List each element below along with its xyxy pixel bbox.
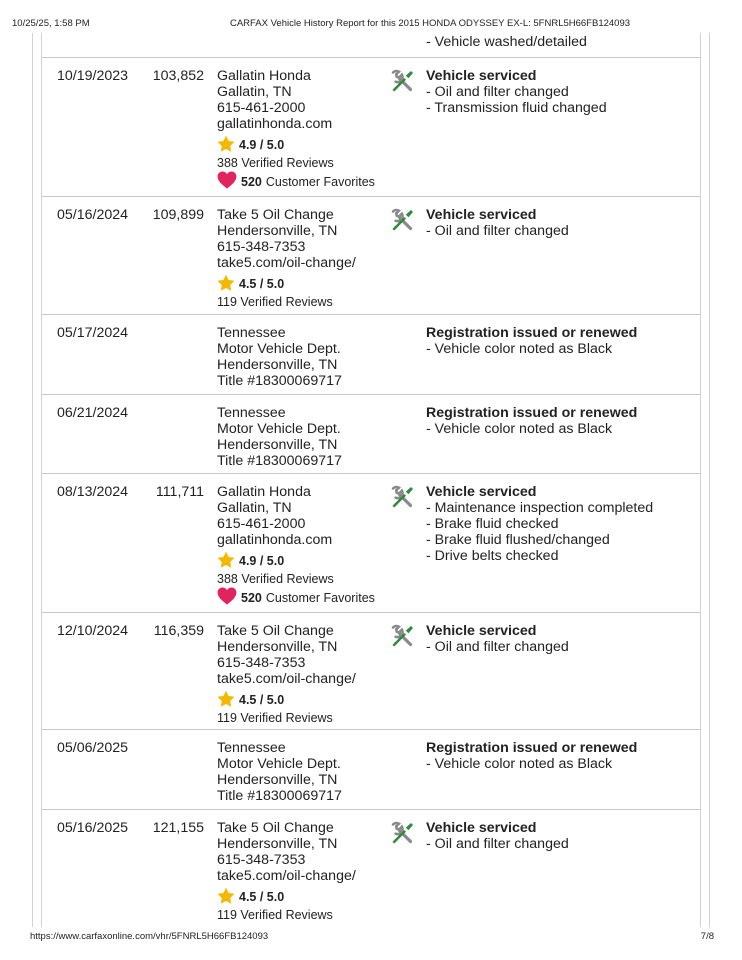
comment-title: Registration issued or renewed <box>426 740 638 756</box>
comment-title: Vehicle serviced <box>426 623 537 639</box>
record-row <box>42 729 700 810</box>
record-source <box>217 623 385 727</box>
record-date: 10/19/2023 <box>57 68 129 84</box>
star-icon <box>217 887 239 908</box>
comment-title: Registration issued or renewed <box>426 405 638 421</box>
star-icon <box>217 274 239 295</box>
record-source <box>217 484 385 608</box>
record-source <box>217 68 385 192</box>
source-line: Motor Vehicle Dept. <box>217 421 341 437</box>
record-row <box>42 314 700 395</box>
comment-detail: - Drive belts checked <box>426 548 559 564</box>
page-header-timestamp: 10/25/25, 1:58 PM <box>12 18 90 29</box>
source-line: Hendersonville, TN <box>217 639 338 655</box>
comment-detail: - Vehicle color noted as Black <box>426 341 613 357</box>
record-row <box>42 473 700 613</box>
source-website-link[interactable]: take5.com/oil-change/ <box>217 868 356 884</box>
star-icon <box>217 551 239 572</box>
record-row <box>42 809 700 928</box>
favorites-count: 520 <box>241 175 262 189</box>
rating-score: 4.9 / 5.0 <box>239 554 285 568</box>
comment-detail: - Oil and filter changed <box>426 223 569 239</box>
source-website-link[interactable]: take5.com/oil-change/ <box>217 255 356 271</box>
record-comments <box>426 740 637 772</box>
history-records-table <box>42 33 700 927</box>
wrench-screwdriver-icon <box>390 820 416 846</box>
record-comments <box>426 484 653 564</box>
heart-icon <box>217 171 241 193</box>
wrench-screwdriver-icon <box>390 484 416 510</box>
page-header-title: CARFAX Vehicle History Report for this 2015 HONDA ODYSSEY EX-L: 5FNRL5H66FB124093 <box>229 18 631 29</box>
record-date: 05/17/2024 <box>57 325 129 341</box>
record-odometer: 121,155 <box>152 820 204 836</box>
source-website-link[interactable]: gallatinhonda.com <box>217 116 333 132</box>
source-rating <box>217 888 385 906</box>
source-rating <box>217 136 385 154</box>
record-comments <box>426 623 569 655</box>
source-line: 615-348-7353 <box>217 852 306 868</box>
record-comments <box>426 405 637 437</box>
record-source <box>217 405 385 469</box>
rating-score: 4.5 / 5.0 <box>239 693 285 707</box>
wrench-screwdriver-icon <box>390 68 416 94</box>
source-line: 615-461-2000 <box>217 100 306 116</box>
record-odometer: 109,899 <box>152 207 204 223</box>
favorites-label: Customer Favorites <box>265 175 375 189</box>
source-website-link[interactable]: gallatinhonda.com <box>217 532 333 548</box>
source-rating <box>217 275 385 293</box>
record-date: 06/21/2024 <box>57 405 129 421</box>
star-icon <box>217 690 239 711</box>
source-rating <box>217 691 385 709</box>
verified-reviews-link[interactable]: 119 Verified Reviews <box>217 711 333 725</box>
source-line: 615-348-7353 <box>217 239 306 255</box>
comment-title: Vehicle serviced <box>426 207 537 223</box>
verified-reviews-link[interactable]: 388 Verified Reviews <box>217 156 334 170</box>
record-odometer: 116,359 <box>153 623 204 639</box>
rating-score: 4.9 / 5.0 <box>239 138 285 152</box>
source-line: Hendersonville, TN <box>217 437 338 453</box>
source-line: Title #18300069717 <box>217 453 342 469</box>
source-name: Gallatin Honda <box>217 484 311 500</box>
source-line: 615-348-7353 <box>217 655 306 671</box>
left-border-outer <box>32 33 33 927</box>
page-footer-url[interactable]: https://www.carfaxonline.com/vhr/5FNRL5H66FB124093 <box>30 931 269 942</box>
source-name: Tennessee <box>217 740 286 756</box>
source-line: Title #18300069717 <box>217 373 342 389</box>
record-row <box>42 57 700 197</box>
source-line: Hendersonville, TN <box>217 836 338 852</box>
verified-reviews-link[interactable]: 388 Verified Reviews <box>217 572 334 586</box>
wrench-screwdriver-icon <box>390 207 416 233</box>
record-comments <box>426 820 569 852</box>
record-comments <box>426 325 637 357</box>
verified-reviews-link[interactable]: 119 Verified Reviews <box>217 295 333 309</box>
comment-detail: - Maintenance inspection completed <box>426 500 654 516</box>
record-odometer: 103,852 <box>152 68 204 84</box>
comment-detail: - Vehicle color noted as Black <box>426 756 613 772</box>
record-date: 05/16/2025 <box>57 820 129 836</box>
comment-title: Vehicle serviced <box>426 820 537 836</box>
source-name: Tennessee <box>217 405 286 421</box>
favorites-count: 520 <box>241 591 262 605</box>
comment-detail: - Transmission fluid changed <box>426 100 607 116</box>
record-source <box>217 325 385 389</box>
record-date: 05/06/2025 <box>57 740 129 756</box>
wrench-screwdriver-icon <box>390 623 416 649</box>
source-line: Gallatin, TN <box>217 84 292 100</box>
record-source <box>217 740 385 804</box>
record-odometer: 111,711 <box>155 484 204 500</box>
record-row <box>42 196 700 315</box>
source-name: Take 5 Oil Change <box>217 820 334 836</box>
comment-title: Vehicle serviced <box>426 484 537 500</box>
comment-detail: - Oil and filter changed <box>426 639 569 655</box>
source-line: Title #18300069717 <box>217 788 342 804</box>
source-line: Hendersonville, TN <box>217 772 338 788</box>
customer-favorites <box>217 172 385 192</box>
right-border-inner <box>700 33 701 927</box>
record-source <box>217 820 385 924</box>
source-line: 615-461-2000 <box>217 516 306 532</box>
comment-detail: - Oil and filter changed <box>426 84 569 100</box>
carryover-row <box>42 33 700 57</box>
source-website-link[interactable]: take5.com/oil-change/ <box>217 671 356 687</box>
record-date: 05/16/2024 <box>57 207 129 223</box>
source-name: Gallatin Honda <box>217 68 311 84</box>
source-line: Motor Vehicle Dept. <box>217 341 341 357</box>
source-rating <box>217 552 385 570</box>
record-row <box>42 394 700 474</box>
comment-detail: - Brake fluid flushed/changed <box>426 532 610 548</box>
source-line: Motor Vehicle Dept. <box>217 756 341 772</box>
source-line: Hendersonville, TN <box>217 357 338 373</box>
favorites-label: Customer Favorites <box>265 591 375 605</box>
comment-detail: - Brake fluid checked <box>426 516 559 532</box>
carryover-comment: - Vehicle washed/detailed <box>426 34 587 50</box>
record-row <box>42 612 700 730</box>
comment-detail: - Vehicle color noted as Black <box>426 421 613 437</box>
comment-title: Registration issued or renewed <box>426 325 638 341</box>
source-name: Take 5 Oil Change <box>217 623 334 639</box>
record-source <box>217 207 385 311</box>
rating-score: 4.5 / 5.0 <box>239 277 285 291</box>
record-date: 08/13/2024 <box>57 484 129 500</box>
rating-score: 4.5 / 5.0 <box>239 890 285 904</box>
heart-icon <box>217 587 241 609</box>
right-border-outer <box>709 33 710 927</box>
record-date: 12/10/2024 <box>57 623 129 639</box>
source-name: Take 5 Oil Change <box>217 207 334 223</box>
record-comments <box>426 207 569 239</box>
source-name: Tennessee <box>217 325 286 341</box>
comment-detail: - Oil and filter changed <box>426 836 569 852</box>
star-icon <box>217 135 239 156</box>
source-line: Hendersonville, TN <box>217 223 338 239</box>
verified-reviews-link[interactable]: 119 Verified Reviews <box>217 908 333 922</box>
customer-favorites <box>217 588 385 608</box>
comment-title: Vehicle serviced <box>426 68 537 84</box>
record-comments <box>426 68 607 116</box>
source-line: Gallatin, TN <box>217 500 292 516</box>
page-footer-page-number: 7/8 <box>700 931 714 942</box>
